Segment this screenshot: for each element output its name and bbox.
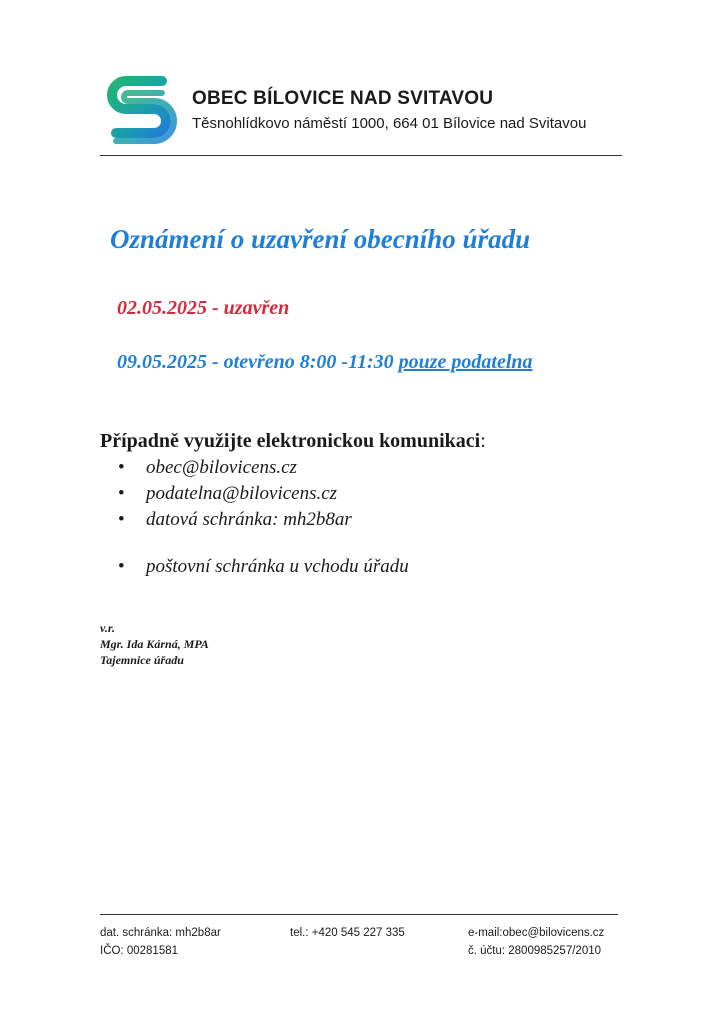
list-item [118,481,352,507]
postal-box-text: poštovní schránka u vchodu úřadu [146,556,409,577]
bullet-icon: • [118,483,125,504]
postal-list [118,554,409,580]
organization-name: OBEC BÍLOVICE NAD SVITAVOU [192,88,494,109]
bullet-icon: • [118,457,125,478]
bullet-icon: • [118,509,125,530]
footer-account: č. účtu: 2800985257/2010 [468,945,602,957]
contact-list [118,455,352,533]
footer-data-box: dat. schránka: mh2b8ar [100,927,221,939]
footer-col-left [100,924,221,960]
list-item [118,455,352,481]
footer-phone: tel.: +420 545 227 335 [290,927,405,939]
contact-heading-text: Případně využijte elektronickou komunikaci [100,430,481,452]
municipal-s-logo-icon [104,72,178,146]
footer-divider [100,914,618,915]
signature-name: Mgr. Ida Kárná, MPA [100,637,209,651]
bullet-icon: • [118,556,125,577]
closed-date-line: 02.05.2025 - uzavřen [117,297,290,319]
footer-ico: IČO: 00281581 [100,945,179,957]
open-date-text: 09.05.2025 - otevřeno 8:00 -11:30 [117,351,399,373]
signature-vr: v.r. [100,621,115,635]
signature-block [100,620,209,668]
open-date-scope: pouze podatelna [398,351,533,373]
contact-email-podatelna[interactable]: podatelna@bilovicens.cz [146,483,338,504]
footer-col-right [468,924,604,960]
contact-email-obec[interactable]: obec@bilovicens.cz [146,457,297,478]
list-item [118,554,409,580]
list-item [118,507,352,533]
contact-heading-colon: : [480,430,486,452]
footer-email[interactable]: e-mail:obec@bilovicens.cz [468,927,605,939]
footer-col-middle [290,924,405,942]
notice-title: Oznámení o uzavření obecního úřadu [110,224,531,254]
open-date-line [117,351,533,374]
organization-address: Těsnohlídkovo náměstí 1000, 664 01 Bílovice nad Svitavou [192,115,587,132]
header-divider [100,155,622,156]
signature-role: Tajemnice úřadu [100,653,184,667]
contact-data-box: datová schránka: mh2b8ar [146,509,352,530]
contact-heading [100,430,486,453]
